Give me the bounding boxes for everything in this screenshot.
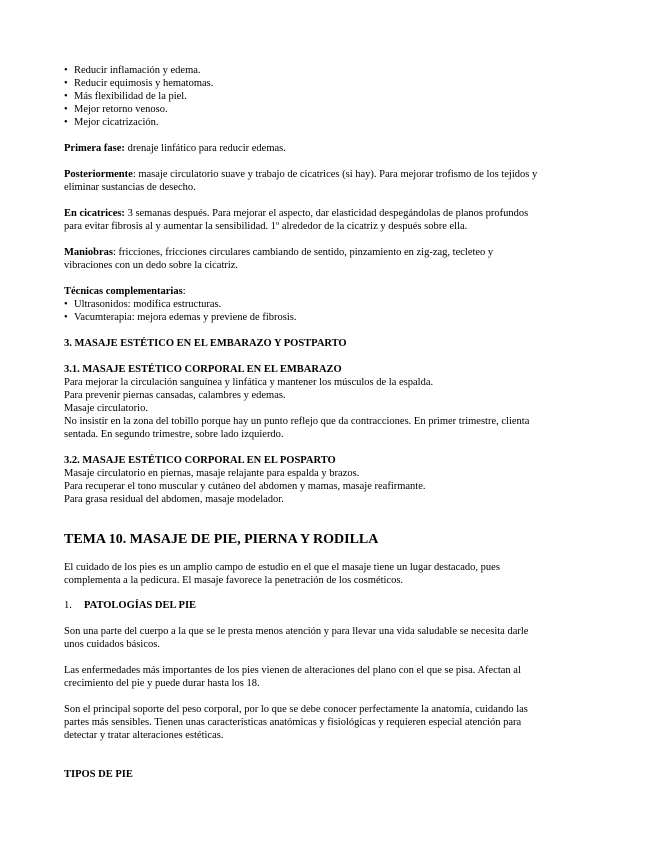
patologias-para2-line: Las enfermedades más importantes de los pies vienen de alteraciones del plano con el que se pisa. Afectan al: [64, 665, 521, 676]
list-item: • Reducir inflamación y edema.: [64, 64, 584, 77]
list-item: • Mejor cicatrización.: [64, 116, 584, 129]
tipos-de-pie-heading: TIPOS DE PIE: [64, 769, 133, 780]
cicatrices-label: En cicatrices:: [64, 208, 125, 219]
patologias-para3-line: Son el principal soporte del peso corporal, por lo que se debe conocer perfectamente la anatomía, cuidando las: [64, 704, 528, 715]
maniobras-label: Maniobras: [64, 247, 114, 258]
posteriormente-paragraph: [64, 168, 584, 181]
patologias-para2-line: crecimiento del pie y puede durar hasta los 18.: [64, 678, 260, 689]
posteriormente-label: Posteriormente: [64, 169, 133, 180]
section-3-1-line: Masaje circulatorio.: [64, 403, 148, 414]
patologias-heading: [64, 599, 584, 612]
maniobras-line2: vibraciones con un dedo sobre la cicatriz.: [64, 260, 239, 271]
list-item: • Vacumterapia: mejora edemas y previene de fibrosis.: [64, 311, 584, 324]
patologias-title: PATOLOGÍAS DEL PIE: [84, 600, 197, 611]
primera-fase-text: drenaje linfático para reducir edemas.: [124, 143, 286, 154]
cicatrices-line2: para evitar fibrosis al y aumentar la sensibilidad. 1º alrededor de la cicatriz y después sobre ella.: [64, 221, 468, 232]
primera-fase-label: Primera fase:: [64, 143, 125, 154]
cicatrices-paragraph: [64, 207, 584, 220]
patologias-para3-line: partes más sensibles. Tienen unas características anatómicas y fisiológicas y requieren especial atención para: [64, 717, 522, 728]
section-3-2-heading: 3.2. MASAJE ESTÉTICO CORPORAL EN EL POSPARTO: [64, 455, 336, 466]
section-3-1-heading: 3.1. MASAJE ESTÉTICO CORPORAL EN EL EMBARAZO: [64, 364, 342, 375]
document-page: [64, 64, 584, 781]
list-item: • Ultrasonidos: modifica estructuras.: [64, 298, 584, 311]
tecnicas-colon: :: [182, 286, 186, 297]
patologias-number: 1.: [64, 600, 72, 611]
tecnicas-heading: [64, 285, 584, 298]
tecnicas-list: [64, 298, 584, 324]
tecnicas-label: Técnicas complementarias: [64, 286, 183, 297]
tema-10-heading: TEMA 10. MASAJE DE PIE, PIERNA Y RODILLA: [64, 532, 379, 547]
section-3-1-line: Para mejorar la circulación sanguínea y linfática y mantener los músculos de la espalda.: [64, 377, 434, 388]
list-item: • Más flexibilidad de la piel.: [64, 90, 584, 103]
patologias-para1-line: Son una parte del cuerpo a la que se le presta menos atención y para llevar una vida saludable se necesita darle: [64, 626, 529, 637]
benefits-list: [64, 64, 584, 129]
section-3-1-line: sentada. En segundo trimestre, sobre lado izquierdo.: [64, 429, 284, 440]
maniobras-line1: : fricciones, fricciones circulares cambiando de sentido, pinzamiento en zig-zag, tecleteo y: [113, 247, 494, 258]
section-3-2-line: Para grasa residual del abdomen, masaje modelador.: [64, 494, 284, 505]
section-3-heading: 3. MASAJE ESTÉTICO EN EL EMBARAZO Y POSTPARTO: [64, 338, 347, 349]
section-3-1-line: Para prevenir piernas cansadas, calambres y edemas.: [64, 390, 286, 401]
patologias-para1-line: unos cuidados básicos.: [64, 639, 160, 650]
maniobras-paragraph: [64, 246, 584, 259]
posteriormente-line1: : masaje circulatorio suave y trabajo de cicatrices (si hay). Para mejorar trofismo de los tejidos y: [132, 169, 538, 180]
section-3-1-line: No insistir en la zona del tobillo porque hay un punto reflejo que da contracciones. En primer trimestre, clienta: [64, 416, 530, 427]
tema-10-intro-line: El cuidado de los pies es un amplio campo de estudio en el que el masaje tiene un lugar destacado, pues: [64, 562, 500, 573]
cicatrices-line1: 3 semanas después. Para mejorar el aspecto, dar elasticidad despegándolas de planos profundos: [124, 208, 529, 219]
list-item: • Reducir equimosis y hematomas.: [64, 77, 584, 90]
patologias-para3-line: detectar y tratar alteraciones estéticas.: [64, 730, 224, 741]
tema-10-intro-line: complementa a la pedicura. El masaje favorece la penetración de los cosméticos.: [64, 575, 404, 586]
primera-fase-paragraph: [64, 142, 584, 155]
list-item: • Mejor retorno venoso.: [64, 103, 584, 116]
section-3-2-line: Masaje circulatorio en piernas, masaje relajante para espalda y brazos.: [64, 468, 360, 479]
section-3-2-line: Para recuperar el tono muscular y cutáneo del abdomen y mamas, masaje reafirmante.: [64, 481, 426, 492]
posteriormente-line2: eliminar sustancias de desecho.: [64, 182, 196, 193]
